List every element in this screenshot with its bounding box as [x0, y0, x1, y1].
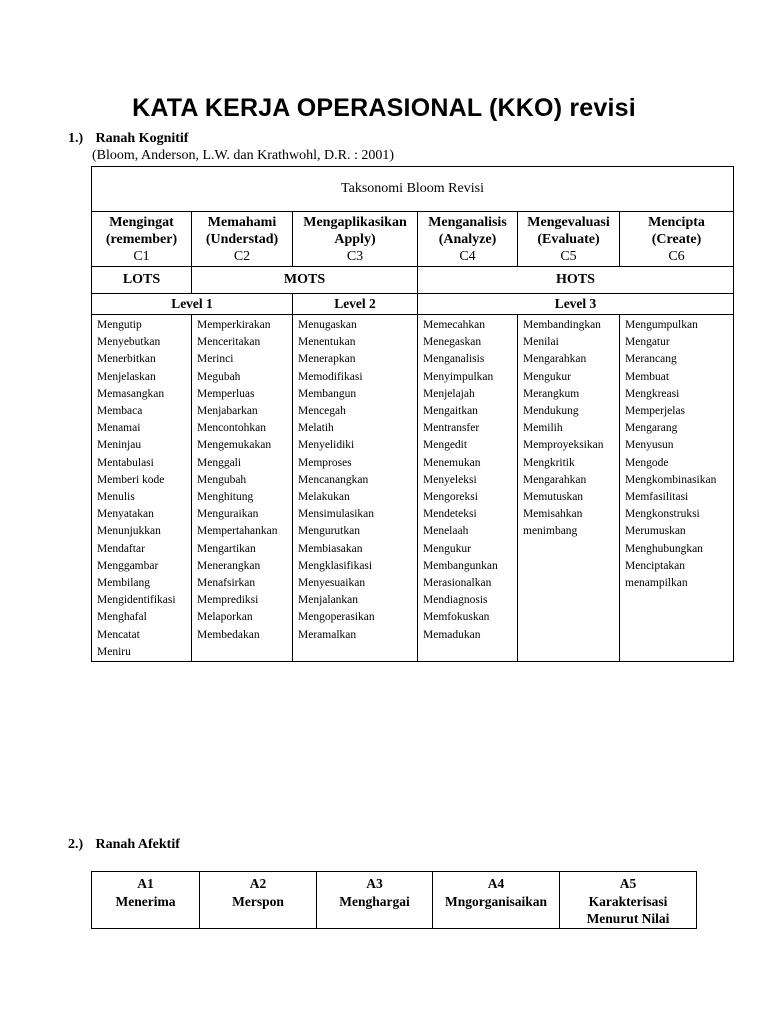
section-heading-kognitif: [68, 131, 188, 147]
category-name: Menganalisis: [428, 214, 507, 230]
verb-item: Mengukur: [423, 542, 471, 555]
verb-item: Menganalisis: [423, 353, 485, 366]
verb-item: Menentukan: [298, 336, 356, 349]
verb-item: Melakukan: [298, 491, 350, 504]
verb-item: Mengklasifikasi: [298, 559, 373, 572]
verb-item: Memproses: [298, 456, 352, 469]
category-cell: [518, 212, 620, 267]
affective-code: A2: [249, 876, 267, 891]
level-1: Level 1: [92, 294, 293, 315]
verb-item: Memperluas: [197, 387, 255, 400]
verb-item: Menguraikan: [197, 508, 259, 521]
affective-cell: [433, 872, 560, 929]
category-name: Memahami: [207, 214, 277, 230]
section-title: Ranah Afektif: [95, 837, 180, 852]
verb-item: Mengumpulkan: [625, 319, 698, 331]
verb-item: Menjelaskan: [97, 370, 156, 383]
verb-list-c2: [192, 315, 293, 662]
affective-cell: [92, 872, 200, 929]
verb-item: Melatih: [298, 422, 334, 435]
verb-item: Memutuskan: [523, 491, 584, 504]
category-cell: [293, 212, 418, 267]
verb-item: Memilih: [523, 422, 563, 435]
verb-item: Merasionalkan: [423, 577, 492, 590]
category-code: C1: [133, 248, 150, 264]
tier-lots: LOTS: [92, 267, 192, 294]
verb-item: Mencontohkan: [197, 422, 266, 435]
verb-item: Menghafal: [97, 611, 147, 624]
verb-item: Memberi kode: [97, 473, 165, 486]
verb-item: Mengatur: [625, 336, 670, 349]
verb-item: Memfasilitasi: [625, 491, 689, 504]
category-name: Mengevaluasi: [527, 214, 610, 230]
page-title: KATA KERJA OPERASIONAL (KKO) revisi: [132, 94, 636, 122]
verb-item: Mendukung: [523, 405, 579, 418]
tier-mots: MOTS: [192, 267, 418, 294]
category-english: (Understad): [205, 231, 279, 247]
verb-item: Mengarahkan: [523, 473, 587, 486]
verb-item: Megubah: [197, 370, 241, 383]
verb-list-c4: [418, 315, 518, 662]
verb-item: menimbang: [523, 525, 578, 538]
verb-item: Mengedit: [423, 439, 468, 452]
table-caption: Taksonomi Bloom Revisi: [92, 167, 734, 212]
verb-item: Mengkritik: [523, 456, 575, 469]
verb-list-c5: [518, 315, 620, 662]
affective-cell: [560, 872, 697, 929]
verb-item: Memperjelas: [625, 405, 686, 418]
verb-item: Memasangkan: [97, 387, 165, 400]
category-cell: [192, 212, 293, 267]
verb-item: Menghubungkan: [625, 542, 703, 555]
verb-list-c6: [620, 315, 734, 662]
category-name: Mencipta: [648, 214, 705, 230]
verb-item: Menyebutkan: [97, 336, 161, 349]
verb-item: Menerangkan: [197, 559, 261, 572]
level-2: Level 2: [293, 294, 418, 315]
verb-item: Menjelajah: [423, 387, 475, 400]
verb-item: Memecahkan: [423, 319, 485, 331]
verb-list-c3: [293, 315, 418, 662]
category-code: C2: [233, 248, 251, 264]
verb-item: Mengurutkan: [298, 525, 360, 538]
section-number: 2.): [68, 837, 84, 852]
verb-item: Membangun: [298, 387, 357, 400]
verb-item: Menghitung: [197, 491, 254, 504]
verb-item: Menceritakan: [197, 336, 261, 349]
verb-item: Menciptakan: [625, 559, 686, 572]
verb-item: Menerbitkan: [97, 353, 156, 366]
affective-name: Merspon: [232, 893, 284, 909]
verb-item: Memprediksi: [197, 594, 259, 607]
verb-item: Mendiagnosis: [423, 594, 488, 607]
verb-item: Memfokuskan: [423, 611, 490, 624]
verb-item: Mengarahkan: [523, 353, 587, 366]
bloom-taxonomy-table: [91, 166, 734, 662]
affective-code: A5: [619, 876, 637, 891]
verb-item: Melaporkan: [197, 611, 253, 624]
verb-item: Menyelidiki: [298, 439, 355, 452]
verb-item: Menelaah: [423, 525, 469, 538]
verb-item: Mengidentifikasi: [97, 594, 176, 607]
verb-item: Memadukan: [423, 628, 481, 641]
verb-item: Mengutip: [97, 319, 142, 331]
citation: (Bloom, Anderson, L.W. dan Krathwohl, D.R. : 2001): [92, 148, 395, 163]
affective-name-cont: Menurut Nilai: [586, 911, 670, 926]
verb-item: Merinci: [197, 353, 234, 366]
verb-item: Menyusun: [625, 439, 674, 452]
tier-hots: HOTS: [418, 267, 734, 294]
verb-item: Menemukan: [423, 456, 481, 469]
verb-item: Menyatakan: [97, 508, 154, 521]
verb-item: Mengarang: [625, 422, 678, 435]
category-code: C5: [560, 248, 577, 264]
category-english: Apply): [334, 231, 376, 247]
verb-item: Meniru: [97, 645, 131, 658]
verb-item: Meramalkan: [298, 628, 357, 641]
verb-item: Menulis: [97, 491, 135, 504]
verb-item: Menugaskan: [298, 319, 357, 331]
verb-item: Menyeleksi: [423, 473, 477, 486]
verb-item: Mengemukakan: [197, 439, 272, 452]
verb-item: Mentabulasi: [97, 456, 154, 469]
category-cell: [418, 212, 518, 267]
affective-name: Mngorganisaikan: [444, 893, 548, 909]
affective-domain-table: [91, 871, 697, 929]
verb-list-c1: [92, 315, 192, 662]
verb-item: Membangunkan: [423, 559, 498, 572]
verb-item: Menafsirkan: [197, 577, 256, 590]
category-code: C4: [459, 248, 476, 264]
verb-item: Merumuskan: [625, 525, 686, 538]
category-english: (remember): [105, 231, 178, 247]
verb-item: Mentransfer: [423, 422, 480, 435]
verb-item: Menerapkan: [298, 353, 356, 366]
verb-item: Mengubah: [197, 473, 247, 486]
verb-item: Membuat: [625, 370, 670, 383]
verb-item: Mengkonstruksi: [625, 508, 700, 521]
affective-cell: [317, 872, 433, 929]
affective-code: A4: [487, 876, 505, 891]
verb-item: menampilkan: [625, 577, 688, 590]
category-cell: [92, 212, 192, 267]
verb-item: Menegaskan: [423, 336, 482, 349]
verb-item: Mengartikan: [197, 542, 256, 555]
category-english: (Create): [651, 231, 702, 247]
affective-name: Karakterisasi: [588, 893, 668, 909]
verb-item: Mengaitkan: [423, 405, 478, 418]
category-code: C3: [346, 248, 364, 264]
category-english: (Evaluate): [537, 231, 600, 247]
verb-item: Mempertahankan: [197, 525, 278, 538]
verb-item: Mengoperasikan: [298, 611, 375, 624]
verb-item: Memperkirakan: [197, 319, 271, 331]
verb-item: Mencatat: [97, 628, 140, 641]
verb-item: Memisahkan: [523, 508, 583, 521]
category-name: Mengingat: [109, 214, 174, 230]
section-number: 1.): [68, 131, 84, 146]
verb-item: Menggambar: [97, 559, 159, 572]
level-3: Level 3: [418, 294, 734, 315]
affective-name: Menghargai: [339, 893, 410, 909]
verb-item: Membandingkan: [523, 319, 601, 331]
affective-code: A1: [137, 876, 154, 891]
section-title: Ranah Kognitif: [95, 131, 189, 146]
verb-item: Memodifikasi: [298, 370, 363, 383]
category-cell: [620, 212, 734, 267]
verb-item: Membaca: [97, 405, 143, 418]
verb-item: Mengoreksi: [423, 491, 478, 504]
category-english: (Analyze): [438, 231, 497, 247]
verb-item: Merangkum: [523, 387, 580, 400]
verb-item: Menyesuaikan: [298, 577, 366, 590]
affective-name: Menerima: [115, 893, 176, 909]
verb-item: Mencanangkan: [298, 473, 369, 486]
verb-item: Menjabarkan: [197, 405, 258, 418]
verb-item: Menilai: [523, 336, 559, 349]
verb-item: Membiasakan: [298, 542, 363, 555]
section-heading-afektif: [68, 837, 180, 853]
verb-item: Mencegah: [298, 405, 346, 418]
verb-item: Menjalankan: [298, 594, 359, 607]
verb-item: Menunjukkan: [97, 525, 161, 538]
verb-item: Mendaftar: [97, 542, 145, 555]
verb-item: Menggali: [197, 456, 242, 469]
verb-item: Merancang: [625, 353, 677, 366]
verb-item: Menyimpulkan: [423, 370, 494, 383]
verb-item: Mendeteksi: [423, 508, 477, 521]
verb-item: Mengukur: [523, 370, 571, 383]
verb-item: Mengkombinasikan: [625, 473, 717, 486]
affective-code: A3: [366, 876, 383, 891]
verb-item: Membedakan: [197, 628, 260, 641]
category-name: Mengaplikasikan: [303, 214, 407, 230]
verb-item: Mensimulasikan: [298, 508, 375, 521]
verb-item: Meninjau: [97, 439, 142, 452]
category-code: C6: [668, 248, 685, 264]
verb-item: Mengode: [625, 456, 669, 469]
verb-item: Membilang: [97, 577, 151, 590]
verb-item: Menamai: [97, 422, 141, 435]
verb-item: Mengkreasi: [625, 387, 680, 400]
affective-cell: [200, 872, 317, 929]
verb-item: Memproyeksikan: [523, 439, 604, 452]
